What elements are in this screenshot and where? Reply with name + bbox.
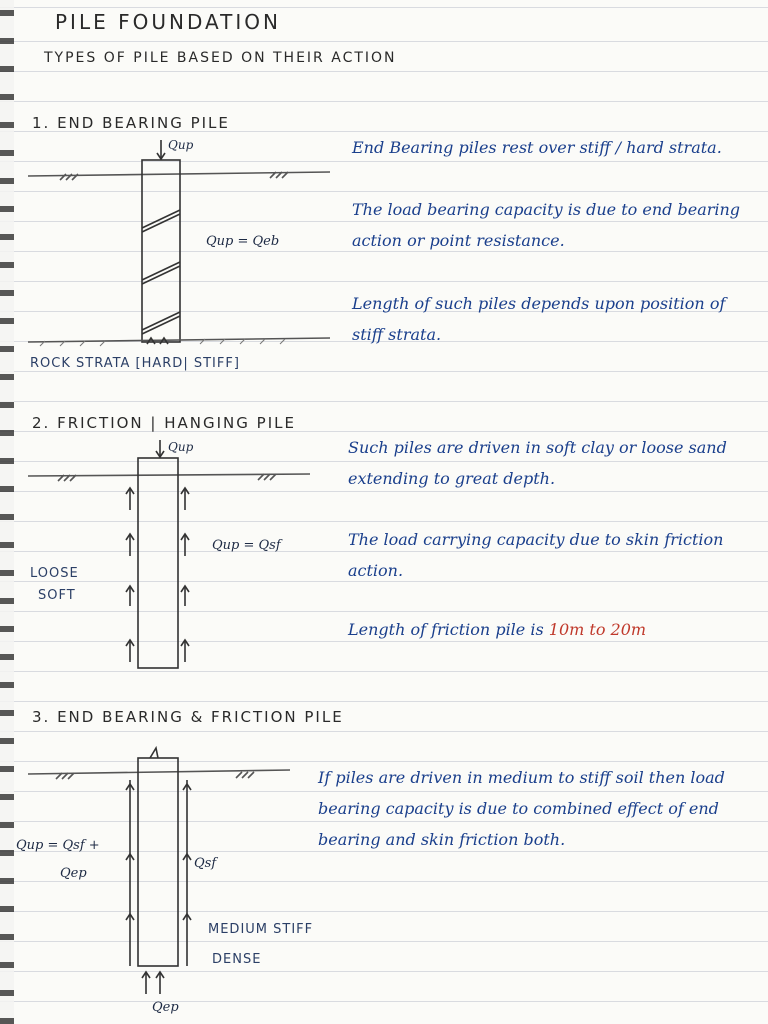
- section-1-heading: 1. END BEARING PILE: [32, 114, 230, 132]
- friction-pile-diagram: [28, 440, 310, 668]
- section-2-note-2: The load carrying capacity due to skin friction action.: [348, 530, 724, 580]
- section-2-length-text: Length of friction pile is: [348, 620, 544, 639]
- section-1-note-2: The load bearing capacity is due to end bearing action or point resistance.: [352, 200, 741, 250]
- section-2-soil-label-2: SOFT: [38, 588, 76, 603]
- end-bearing-pile-diagram: [28, 140, 330, 346]
- section-2-heading: 2. FRICTION | HANGING PILE: [32, 414, 296, 432]
- section-3-heading: 3. END BEARING & FRICTION PILE: [32, 708, 344, 726]
- section-1-load-label: Qup: [168, 138, 194, 152]
- section-2-soil-label-1: LOOSE: [30, 566, 79, 581]
- section-1-strata-label: ROCK STRATA [HARD| STIFF]: [30, 356, 240, 371]
- section-3-soil-label-2: DENSE: [212, 952, 262, 967]
- section-2-length-value: 10m to 20m: [548, 620, 647, 639]
- section-3-tip-label: Qep: [152, 1000, 179, 1015]
- section-3-soil-label-1: MEDIUM STIFF: [208, 922, 314, 937]
- section-2-note-1: Such piles are driven in soft clay or loose sand extending to great depth.: [348, 438, 727, 488]
- section-2-note-3: [348, 614, 646, 645]
- section-3-side-label: Qsf: [194, 856, 217, 871]
- section-1-formula: Qup = Qeb: [206, 234, 280, 249]
- section-1-note-3: Length of such piles depends upon position of stiff strata.: [352, 294, 726, 344]
- section-2-load-label: Qup: [168, 440, 194, 454]
- section-3-formula-line-2: Qep: [60, 866, 87, 881]
- section-3-note-1: If piles are driven in medium to stiff soil then load bearing capacity is due to combined effect of end bearing and skin friction both.: [318, 768, 725, 849]
- section-1-note-1: End Bearing piles rest over stiff / hard strata.: [352, 138, 722, 157]
- page-title: PILE FOUNDATION: [55, 10, 281, 34]
- section-3-formula-line-1: Qup = Qsf +: [16, 838, 100, 853]
- section-2-formula: Qup = Qsf: [212, 538, 281, 553]
- page-subtitle: TYPES OF PILE BASED ON THEIR ACTION: [44, 50, 397, 66]
